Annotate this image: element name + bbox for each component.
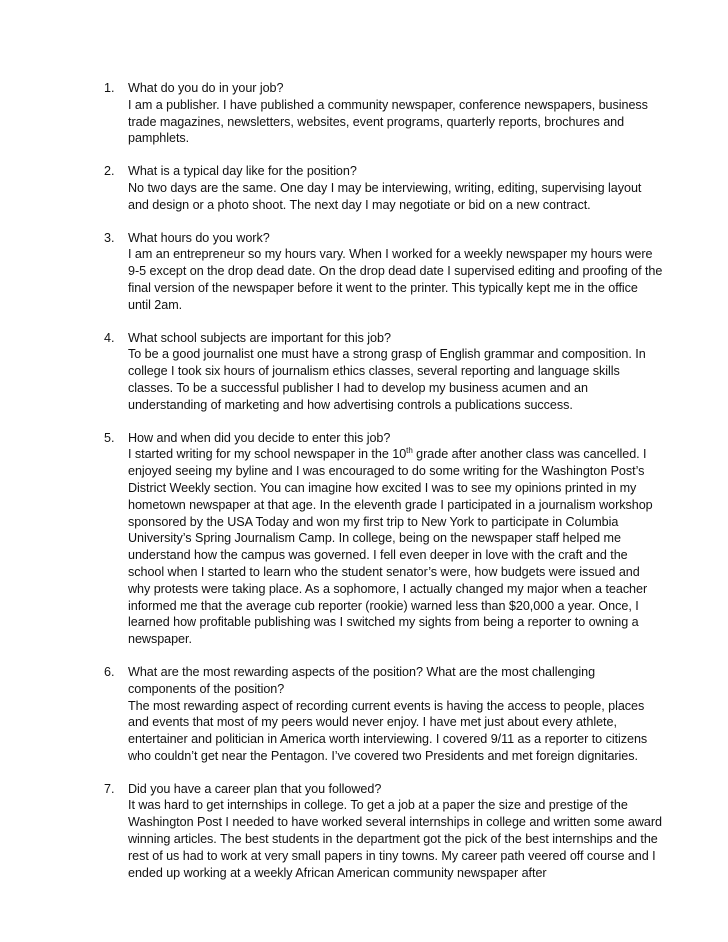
question-text: Did you have a career plan that you followed? (128, 781, 382, 796)
item-body (128, 781, 664, 882)
answer-text: To be a good journalist one must have a strong grasp of English grammar and composition. In college I took six hours of journalism ethics classes, several reporting and language skills classes. To be a successful publisher I had to develop my business acumen and an understanding of marketing and how advertising controls a publications success. (128, 347, 646, 412)
item-body (128, 230, 664, 314)
item-number: 2. (104, 164, 115, 179)
answer-text-start: I started writing for my school newspaper in the 10 (128, 447, 407, 462)
answer-text: The most rewarding aspect of recording current events is having the access to people, places and events that most of my peers would never enjoy. I have met just about every athlete, entertainer and politician in America worth interviewing. I covered 9/11 as a reporter to citizens who couldn’t get near the Pentagon. I’ve covered two Presidents and met foreign dignitaries. (128, 698, 648, 763)
answer-text: It was hard to get internships in college. To get a job at a paper the size and prestige of the Washington Post I needed to have worked several internships in college and written some award winning articles. The best students in the department got the pick of the best internships and the rest of us had to work at very small papers in tiny towns. My career path veered off course and I ended up working at a weekly African American community newspaper after (128, 798, 662, 880)
question-text: What is a typical day like for the position? (128, 164, 357, 179)
question-text: What school subjects are important for this job? (128, 330, 391, 345)
answer-text: I am an entrepreneur so my hours vary. When I worked for a weekly newspaper my hours were 9-5 except on the drop dead date. On the drop dead date I supervised editing and proofing of the final version of the newspaper before it went to the printer. This typically kept me in the office until 2am. (128, 247, 663, 312)
item-number: 5. (104, 430, 115, 445)
list-item (104, 230, 664, 314)
question-text: What hours do you work? (128, 230, 270, 245)
list-item (104, 163, 664, 213)
answer-text-rest: grade after another class was cancelled. I enjoyed seeing my byline and I was encouraged to do some writing for the Washington Post’s District Weekly section. You can imagine how excited I was to see my opinions printed in my hometown newspaper at that age. In the eleventh grade I participated in a journalism workshop sponsored by the USA Today and won my first trip to New York to participate in Columbia University’s Spring Journalism Camp. In college, being on the newspaper staff helped me understand how the campus was governed. I fell even deeper in love with the craft and the school when I started to learn who the student senator’s were, how budgets were issued and why protests were taking place. As a sophomore, I actually changed my major when a teacher informed me that the average cub reporter (rookie) warned less than $20,000 a year. Once, I learned how profitable publishing was I switched my sights from being a reporter to owning a newspaper. (128, 447, 653, 647)
list-item (104, 781, 664, 882)
answer-text: I am a publisher. I have published a community newspaper, conference newspapers, business trade magazines, newsletters, websites, event programs, quarterly reports, brochures and pamphlets. (128, 97, 648, 146)
answer-text: No two days are the same. One day I may be interviewing, writing, editing, supervising layout and design or a photo shoot. The next day I may negotiate or bid on a new contract. (128, 180, 642, 212)
item-body (128, 430, 664, 648)
item-body (128, 664, 664, 765)
item-number: 7. (104, 781, 115, 796)
ordinal-superscript: th (406, 446, 413, 456)
list-item (104, 430, 664, 648)
answer-text (128, 446, 664, 648)
item-number: 4. (104, 330, 115, 345)
question-text: How and when did you decide to enter this job? (128, 430, 391, 445)
question-text: What are the most rewarding aspects of the position? What are the most challenging components of the position? (128, 664, 596, 696)
item-number: 1. (104, 81, 115, 95)
item-body (128, 330, 664, 414)
item-number: 6. (104, 664, 115, 679)
question-text: What do you do in your job? (128, 81, 284, 95)
list-item (104, 664, 664, 765)
list-item (104, 80, 664, 147)
item-body (128, 80, 664, 147)
item-body (128, 163, 664, 213)
qa-list (104, 80, 664, 897)
item-number: 3. (104, 230, 115, 245)
list-item (104, 330, 664, 414)
